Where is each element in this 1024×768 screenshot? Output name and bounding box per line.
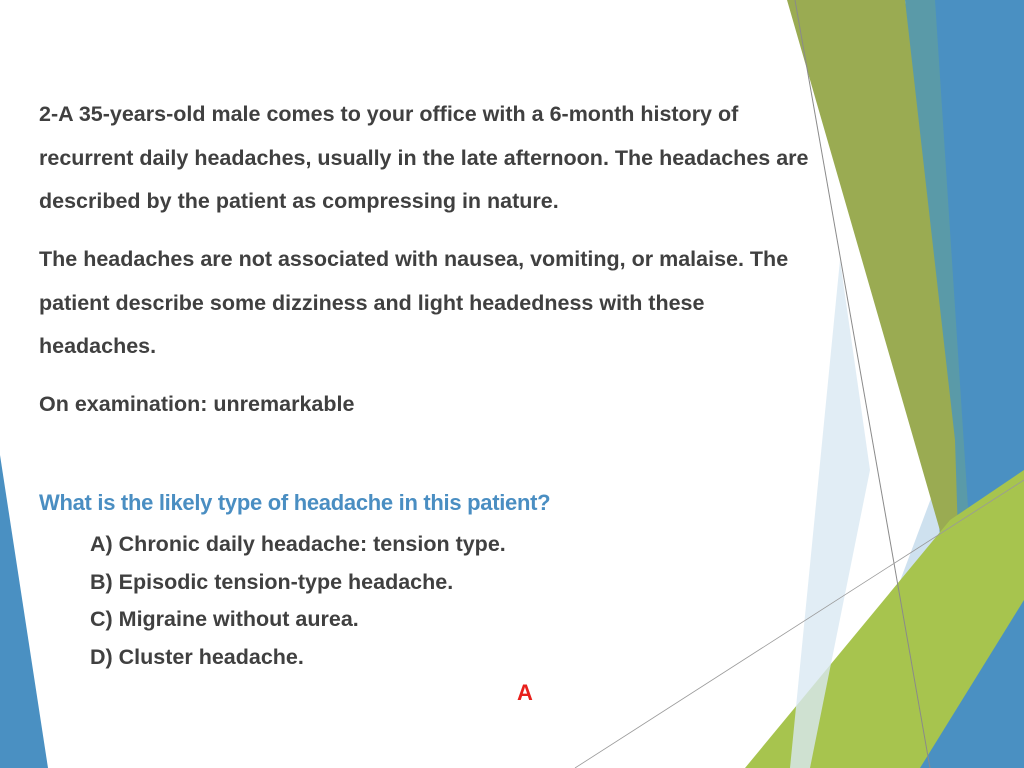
option-d: D) Cluster headache. (90, 644, 304, 669)
option-a: A) Chronic daily headache: tension type. (90, 532, 506, 556)
correct-answer: A (517, 680, 533, 705)
option-c: C) Migraine without aurea. (90, 607, 359, 631)
case-paragraph-examination: On examination: unremarkable (39, 392, 355, 416)
question-text: What is the likely type of headache in this patient? (39, 490, 551, 515)
case-paragraph-history: 2-A 35-years-old male comes to your office with a 6-month history of recurrent daily headaches, usually in the late afternoon. The headaches are described by the patient as compressing in nature. (39, 102, 809, 213)
answer-options (90, 526, 506, 676)
option-b: B) Episodic tension-type headache. (90, 569, 454, 594)
case-paragraph-symptoms: The headaches are not associated with nausea, vomiting, or malaise. The patient describe some dizziness and light headedness with these headaches. (39, 247, 789, 358)
